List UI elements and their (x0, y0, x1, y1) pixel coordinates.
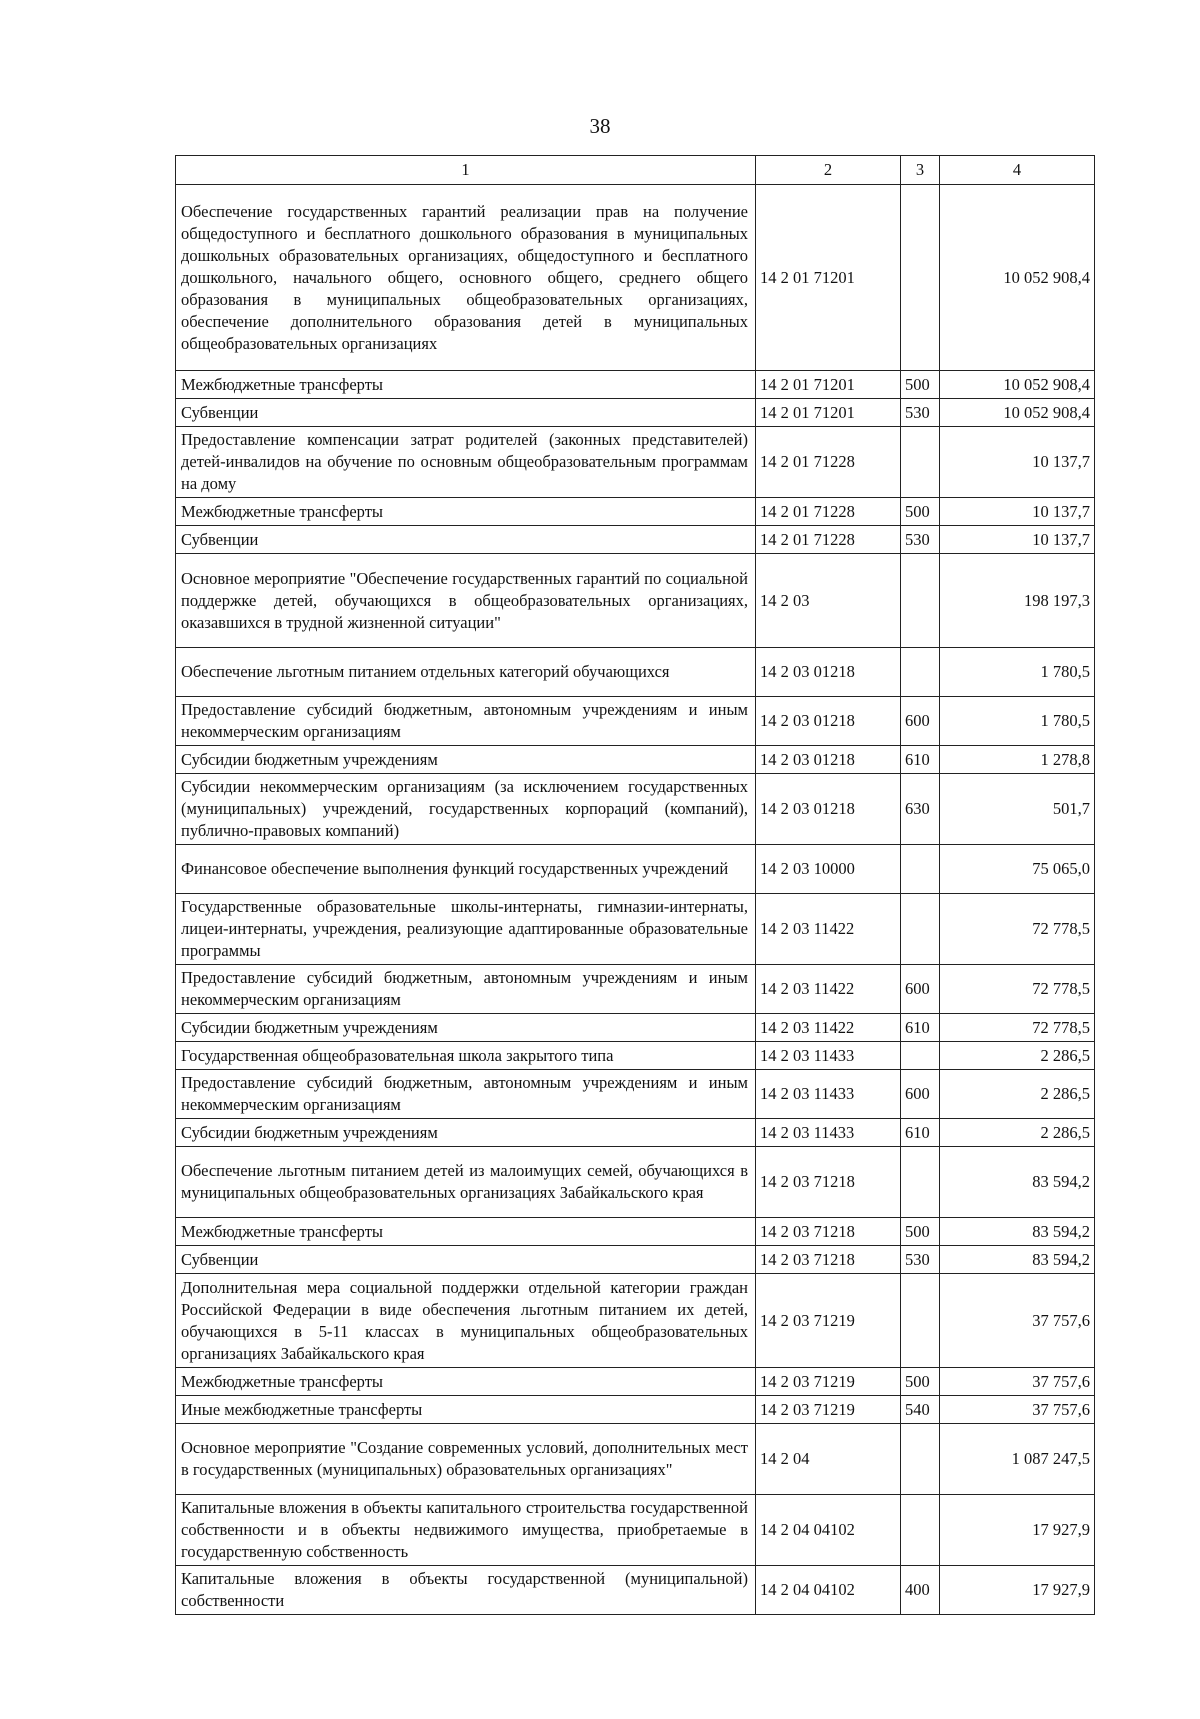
expense-name: Субвенции (176, 1246, 756, 1274)
target-code: 14 2 01 71201 (756, 371, 901, 399)
target-code: 14 2 03 11422 (756, 894, 901, 965)
expense-name: Государственные образовательные школы-интернаты, гимназии-интернаты, лицеи-интернаты, учреждения, реализующие адаптированные образовательные программы (176, 894, 756, 965)
target-code: 14 2 03 71219 (756, 1274, 901, 1368)
expense-name: Субвенции (176, 399, 756, 427)
target-code: 14 2 03 11433 (756, 1070, 901, 1119)
amount: 1 087 247,5 (940, 1424, 1095, 1495)
expense-type (901, 1424, 940, 1495)
amount: 10 052 908,4 (940, 371, 1095, 399)
expense-name: Субсидии бюджетным учреждениям (176, 1119, 756, 1147)
amount: 2 286,5 (940, 1070, 1095, 1119)
amount: 83 594,2 (940, 1246, 1095, 1274)
table-row (176, 1147, 1095, 1218)
expense-type: 530 (901, 399, 940, 427)
expense-type: 400 (901, 1566, 940, 1615)
table-row (176, 1495, 1095, 1566)
amount: 75 065,0 (940, 845, 1095, 894)
expense-name: Дополнительная мера социальной поддержки отдельной категории граждан Российской Федерации в виде обеспечения льготным питанием их детей, обучающихся в 5-11 классах в муниципальных общеобразовательных организациях Забайкальского края (176, 1274, 756, 1368)
target-code: 14 2 01 71201 (756, 185, 901, 371)
budget-table-body (176, 185, 1095, 1615)
expense-type: 610 (901, 1014, 940, 1042)
table-row (176, 498, 1095, 526)
target-code: 14 2 03 01218 (756, 746, 901, 774)
table-row (176, 746, 1095, 774)
expense-type (901, 427, 940, 498)
amount: 83 594,2 (940, 1218, 1095, 1246)
expense-type: 500 (901, 1218, 940, 1246)
amount: 1 278,8 (940, 746, 1095, 774)
target-code: 14 2 03 71219 (756, 1396, 901, 1424)
amount: 1 780,5 (940, 648, 1095, 697)
table-row (176, 1368, 1095, 1396)
target-code: 14 2 03 11422 (756, 965, 901, 1014)
amount: 501,7 (940, 774, 1095, 845)
target-code: 14 2 03 71218 (756, 1147, 901, 1218)
target-code: 14 2 03 10000 (756, 845, 901, 894)
expense-type: 630 (901, 774, 940, 845)
amount: 1 780,5 (940, 697, 1095, 746)
expense-name: Финансовое обеспечение выполнения функций государственных учреждений (176, 845, 756, 894)
target-code: 14 2 04 04102 (756, 1495, 901, 1566)
table-row (176, 1119, 1095, 1147)
target-code: 14 2 03 71218 (756, 1218, 901, 1246)
expense-name: Межбюджетные трансферты (176, 1218, 756, 1246)
table-row (176, 185, 1095, 371)
table-row (176, 1042, 1095, 1070)
table-row (176, 427, 1095, 498)
target-code: 14 2 03 11422 (756, 1014, 901, 1042)
amount: 10 137,7 (940, 526, 1095, 554)
expense-type (901, 185, 940, 371)
amount: 10 052 908,4 (940, 399, 1095, 427)
expense-name: Субвенции (176, 526, 756, 554)
expense-name: Предоставление субсидий бюджетным, автономным учреждениям и иным некоммерческим организациям (176, 1070, 756, 1119)
expense-name: Основное мероприятие "Создание современных условий, дополнительных мест в государственных (муниципальных) образовательных организациях" (176, 1424, 756, 1495)
budget-table (175, 155, 1095, 1615)
target-code: 14 2 01 71228 (756, 427, 901, 498)
amount: 37 757,6 (940, 1396, 1095, 1424)
expense-type: 530 (901, 1246, 940, 1274)
target-code: 14 2 03 (756, 554, 901, 648)
expense-name: Основное мероприятие "Обеспечение государственных гарантий по социальной поддержке детей, обучающихся в общеобразовательных организациях, оказавшихся в трудной жизненной ситуации" (176, 554, 756, 648)
table-row (176, 554, 1095, 648)
amount: 2 286,5 (940, 1119, 1095, 1147)
amount: 83 594,2 (940, 1147, 1095, 1218)
target-code: 14 2 03 01218 (756, 648, 901, 697)
expense-name: Обеспечение льготным питанием детей из малоимущих семей, обучающихся в муниципальных общеобразовательных организациях Забайкальского края (176, 1147, 756, 1218)
expense-name: Капитальные вложения в объекты капитального строительства государственной собственности и в объекты недвижимого имущества, приобретаемые в государственную собственность (176, 1495, 756, 1566)
expense-name: Субсидии бюджетным учреждениям (176, 746, 756, 774)
target-code: 14 2 01 71201 (756, 399, 901, 427)
target-code: 14 2 03 01218 (756, 697, 901, 746)
expense-name: Межбюджетные трансферты (176, 498, 756, 526)
table-row (176, 1070, 1095, 1119)
expense-name: Обеспечение государственных гарантий реализации прав на получение общедоступного и бесплатного дошкольного образования в муниципальных дошкольных образовательных организациях, общедоступного и бесплатного дошкольного, начального общего, основного общего, среднего общего образования в муниципальных общеобразовательных организациях, обеспечение дополнительного образования детей в муниципальных общеобразовательных организациях (176, 185, 756, 371)
amount: 72 778,5 (940, 965, 1095, 1014)
table-row (176, 1566, 1095, 1615)
table-row (176, 1396, 1095, 1424)
expense-type: 600 (901, 1070, 940, 1119)
expense-type (901, 1147, 940, 1218)
expense-type: 600 (901, 965, 940, 1014)
expense-type (901, 1274, 940, 1368)
amount: 10 137,7 (940, 498, 1095, 526)
expense-name: Субсидии некоммерческим организациям (за исключением государственных (муниципальных) учреждений, государственных корпораций (компаний), публично-правовых компаний) (176, 774, 756, 845)
table-row (176, 1424, 1095, 1495)
header-col-2: 2 (756, 156, 901, 185)
amount: 10 052 908,4 (940, 185, 1095, 371)
amount: 37 757,6 (940, 1368, 1095, 1396)
expense-type (901, 554, 940, 648)
target-code: 14 2 03 11433 (756, 1119, 901, 1147)
expense-name: Иные межбюджетные трансферты (176, 1396, 756, 1424)
target-code: 14 2 03 71219 (756, 1368, 901, 1396)
expense-name: Государственная общеобразовательная школа закрытого типа (176, 1042, 756, 1070)
amount: 17 927,9 (940, 1566, 1095, 1615)
table-row (176, 648, 1095, 697)
amount: 10 137,7 (940, 427, 1095, 498)
target-code: 14 2 01 71228 (756, 526, 901, 554)
expense-type: 600 (901, 697, 940, 746)
target-code: 14 2 03 11433 (756, 1042, 901, 1070)
table-row (176, 1246, 1095, 1274)
table-row (176, 399, 1095, 427)
table-row (176, 371, 1095, 399)
expense-name: Предоставление субсидий бюджетным, автономным учреждениям и иным некоммерческим организациям (176, 965, 756, 1014)
expense-name: Субсидии бюджетным учреждениям (176, 1014, 756, 1042)
table-row (176, 1218, 1095, 1246)
expense-type (901, 1495, 940, 1566)
amount: 72 778,5 (940, 894, 1095, 965)
table-row (176, 697, 1095, 746)
header-col-4: 4 (940, 156, 1095, 185)
amount: 2 286,5 (940, 1042, 1095, 1070)
table-row (176, 894, 1095, 965)
expense-type (901, 648, 940, 697)
target-code: 14 2 01 71228 (756, 498, 901, 526)
table-row (176, 526, 1095, 554)
amount: 17 927,9 (940, 1495, 1095, 1566)
table-row (176, 1014, 1095, 1042)
expense-name: Предоставление компенсации затрат родителей (законных представителей) детей-инвалидов на обучение по основным общеобразовательным программам на дому (176, 427, 756, 498)
header-col-3: 3 (901, 156, 940, 185)
expense-name: Межбюджетные трансферты (176, 1368, 756, 1396)
expense-name: Обеспечение льготным питанием отдельных категорий обучающихся (176, 648, 756, 697)
expense-type (901, 845, 940, 894)
expense-type: 610 (901, 746, 940, 774)
expense-type: 610 (901, 1119, 940, 1147)
table-row (176, 965, 1095, 1014)
expense-type: 500 (901, 371, 940, 399)
table-row (176, 845, 1095, 894)
expense-name: Межбюджетные трансферты (176, 371, 756, 399)
expense-name: Предоставление субсидий бюджетным, автономным учреждениям и иным некоммерческим организациям (176, 697, 756, 746)
amount: 198 197,3 (940, 554, 1095, 648)
expense-type: 500 (901, 1368, 940, 1396)
expense-type: 540 (901, 1396, 940, 1424)
header-col-1: 1 (176, 156, 756, 185)
expense-type: 500 (901, 498, 940, 526)
target-code: 14 2 03 71218 (756, 1246, 901, 1274)
header-row (176, 156, 1095, 185)
expense-name: Капитальные вложения в объекты государственной (муниципальной) собственности (176, 1566, 756, 1615)
amount: 72 778,5 (940, 1014, 1095, 1042)
target-code: 14 2 04 04102 (756, 1566, 901, 1615)
expense-type (901, 1042, 940, 1070)
expense-type: 530 (901, 526, 940, 554)
target-code: 14 2 04 (756, 1424, 901, 1495)
amount: 37 757,6 (940, 1274, 1095, 1368)
table-row (176, 1274, 1095, 1368)
table-row (176, 774, 1095, 845)
target-code: 14 2 03 01218 (756, 774, 901, 845)
page-number: 38 (589, 114, 611, 138)
expense-type (901, 894, 940, 965)
